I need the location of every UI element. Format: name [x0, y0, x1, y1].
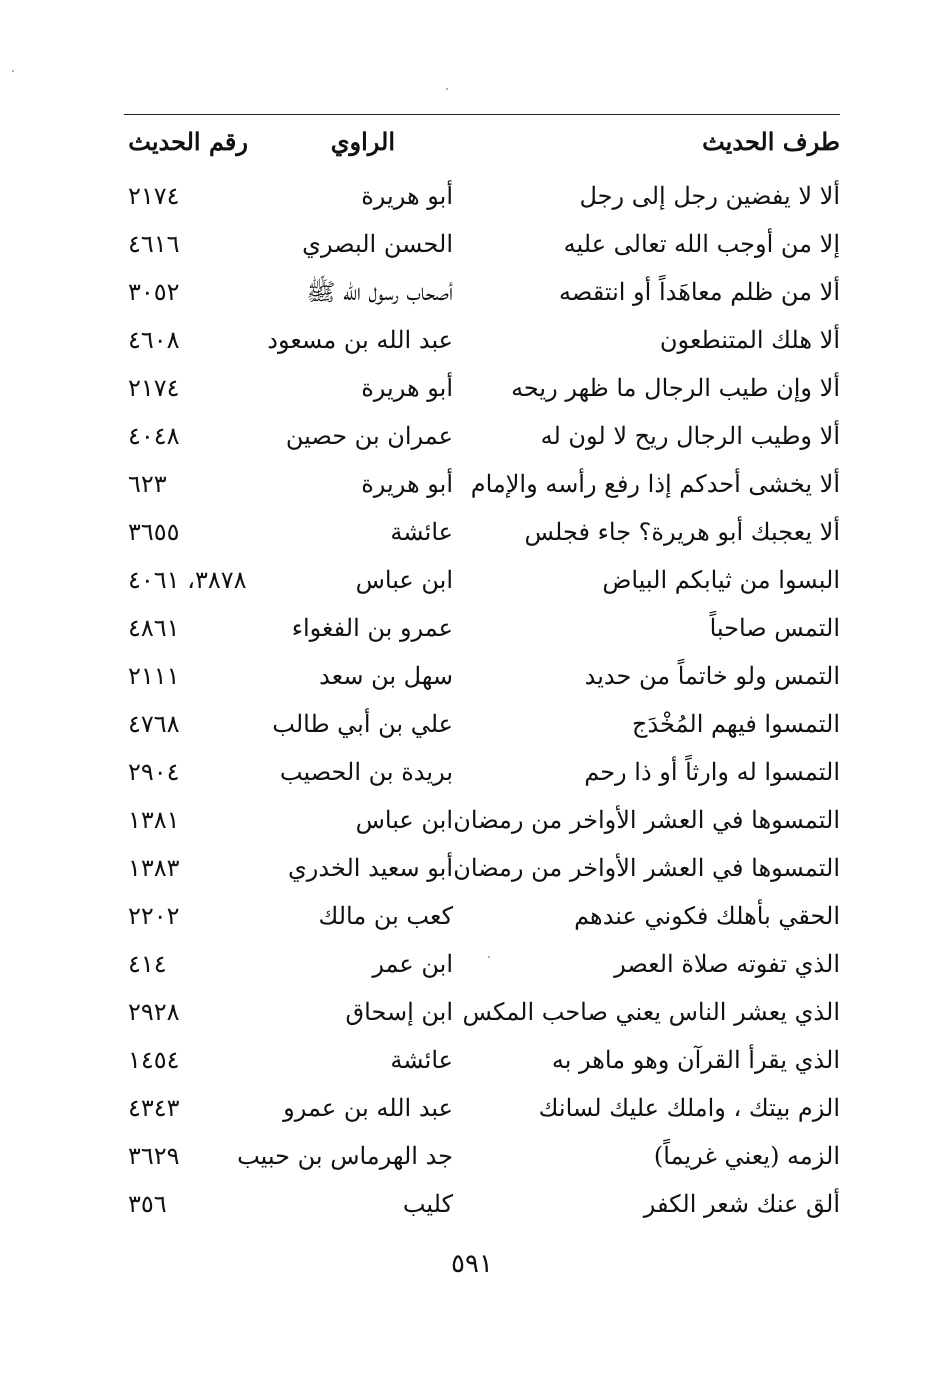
hadith-number: ٣٦٢٩ — [128, 1142, 180, 1170]
hadith-number: ١٤٥٤ — [128, 1046, 180, 1074]
hadith-number: ٢٢٠٢ — [128, 902, 180, 930]
narrator: عمرو بن الفغواء — [291, 614, 453, 642]
hadith-number: ٢٩٠٤ — [128, 758, 180, 786]
narrator: عبد الله بن عمرو — [283, 1094, 453, 1122]
scan-speck — [12, 70, 14, 72]
table-row — [124, 1038, 840, 1086]
table-row — [124, 1182, 840, 1230]
hadith-text: ألا وطيب الرجال ريح لا لون له — [540, 422, 840, 450]
table-row — [124, 1134, 840, 1182]
narrator: كليب — [402, 1190, 453, 1218]
table-row — [124, 990, 840, 1038]
narrator: أبو هريرة — [361, 374, 453, 402]
narrator: ابن عمر — [372, 950, 453, 978]
table-row — [124, 366, 840, 414]
narrator: علي بن أبي طالب — [272, 710, 453, 738]
hadith-text: الحقي بأهلك فكوني عندهم — [574, 902, 840, 930]
narrator: كعب بن مالك — [318, 902, 453, 930]
hadith-number: ٣٠٥٢ — [128, 278, 180, 306]
hadith-text: الذي يعشر الناس يعني صاحب المكس — [462, 998, 840, 1026]
scan-speck — [488, 956, 490, 958]
table-row — [124, 798, 840, 846]
narrator: أبو هريرة — [361, 470, 453, 498]
hadith-text: البسوا من ثيابكم البياض — [602, 566, 840, 594]
table-row — [124, 1086, 840, 1134]
narrator: ابن إسحاق — [345, 998, 453, 1026]
hadith-number: ٤٠٤٨ — [128, 422, 180, 450]
hadith-number: ٤٦١٦ — [128, 230, 180, 258]
hadith-text: التمسوا له وارثاً أو ذا رحم — [584, 758, 840, 786]
hadith-text: ألا من ظلم معاهَداً أو انتقصه — [559, 278, 840, 306]
hadith-text: التمس ولو خاتماً من حديد — [584, 662, 840, 690]
table-row — [124, 654, 840, 702]
hadith-number: ٢١٧٤ — [128, 374, 180, 402]
header-number: رقم الحديث — [128, 127, 248, 156]
hadith-number: ٢١١١ — [128, 662, 180, 690]
hadith-number: ٣٥٦ — [128, 1190, 167, 1218]
hadith-number: ٣٦٥٥ — [128, 518, 180, 546]
header-rule — [124, 114, 840, 115]
hadith-number: ١٣٨٣ — [128, 854, 180, 882]
hadith-number: ١٣٨١ — [128, 806, 180, 834]
narrator: أبو سعيد الخدري — [288, 854, 453, 882]
table-row — [124, 750, 840, 798]
table-row — [124, 270, 840, 318]
narrator: عبد الله بن مسعود — [267, 326, 453, 354]
hadith-text: الزم بيتك ، واملك عليك لسانك — [538, 1094, 840, 1122]
table-row — [124, 222, 840, 270]
hadith-text: ألا لا يفضين رجل إلى رجل — [579, 182, 840, 210]
narrator: أصحاب رسول الله ﷺ — [306, 278, 453, 306]
table-row — [124, 942, 840, 990]
hadith-text: ألق عنك شعر الكفر — [643, 1190, 840, 1218]
hadith-text: الزمه (يعني غريماً) — [653, 1142, 840, 1170]
table-row — [124, 558, 840, 606]
table-row — [124, 846, 840, 894]
table-row — [124, 462, 840, 510]
hadith-text: الذي تفوته صلاة العصر — [614, 950, 840, 978]
header-narrator: الراوي — [330, 127, 395, 156]
narrator: جد الهرماس بن حبيب — [237, 1142, 453, 1170]
table-header — [124, 120, 840, 164]
hadith-text: ألا يخشى أحدكم إذا رفع رأسه والإمام — [470, 470, 840, 498]
table-row — [124, 606, 840, 654]
narrator: ابن عباس — [355, 806, 453, 834]
hadith-text: ألا هلك المتنطعون — [659, 326, 840, 354]
table-row — [124, 702, 840, 750]
hadith-text: التمسوها في العشر الأواخر من رمضان — [453, 806, 840, 834]
hadith-number: ٤٣٤٣ — [128, 1094, 180, 1122]
narrator: بريدة بن الحصيب — [279, 758, 453, 786]
hadith-text: إلا من أوجب الله تعالى عليه — [563, 230, 840, 258]
hadith-text: ألا وإن طيب الرجال ما ظهر ريحه — [511, 374, 840, 402]
narrator: أبو هريرة — [361, 182, 453, 210]
narrator: عمران بن حصين — [285, 422, 453, 450]
table-row — [124, 414, 840, 462]
hadith-number: ٤٨٦١ — [128, 614, 180, 642]
hadith-number: ٢١٧٤ — [128, 182, 180, 210]
hadith-text: التمسوا فيهم المُخْدَج — [631, 710, 840, 738]
hadith-index-table — [124, 174, 840, 1230]
narrator: ابن عباس — [355, 566, 453, 594]
hadith-text: ألا يعجبك أبو هريرة؟ جاء فجلس — [524, 518, 840, 546]
hadith-text: التمسوها في العشر الأواخر من رمضان — [453, 854, 840, 882]
table-row — [124, 510, 840, 558]
hadith-number: ٢٩٢٨ — [128, 998, 180, 1026]
hadith-text: التمس صاحباً — [709, 614, 840, 642]
table-row — [124, 318, 840, 366]
hadith-number: ٣٨٧٨، ٤٠٦١ — [128, 566, 247, 594]
hadith-number: ٦٢٣ — [128, 470, 167, 498]
hadith-text: الذي يقرأ القرآن وهو ماهر به — [551, 1046, 840, 1074]
narrator: عائشة — [390, 518, 453, 546]
header-hadith: طرف الحديث — [702, 127, 840, 156]
table-row — [124, 894, 840, 942]
narrator: سهل بن سعد — [319, 662, 453, 690]
narrator: الحسن البصري — [302, 230, 453, 258]
scan-speck — [446, 88, 448, 90]
narrator: عائشة — [390, 1046, 453, 1074]
page-number: ٥٩١ — [451, 1249, 493, 1279]
hadith-number: ٤٧٦٨ — [128, 710, 180, 738]
table-row — [124, 174, 840, 222]
hadith-number: ٤٦٠٨ — [128, 326, 180, 354]
hadith-number: ٤١٤ — [128, 950, 167, 978]
